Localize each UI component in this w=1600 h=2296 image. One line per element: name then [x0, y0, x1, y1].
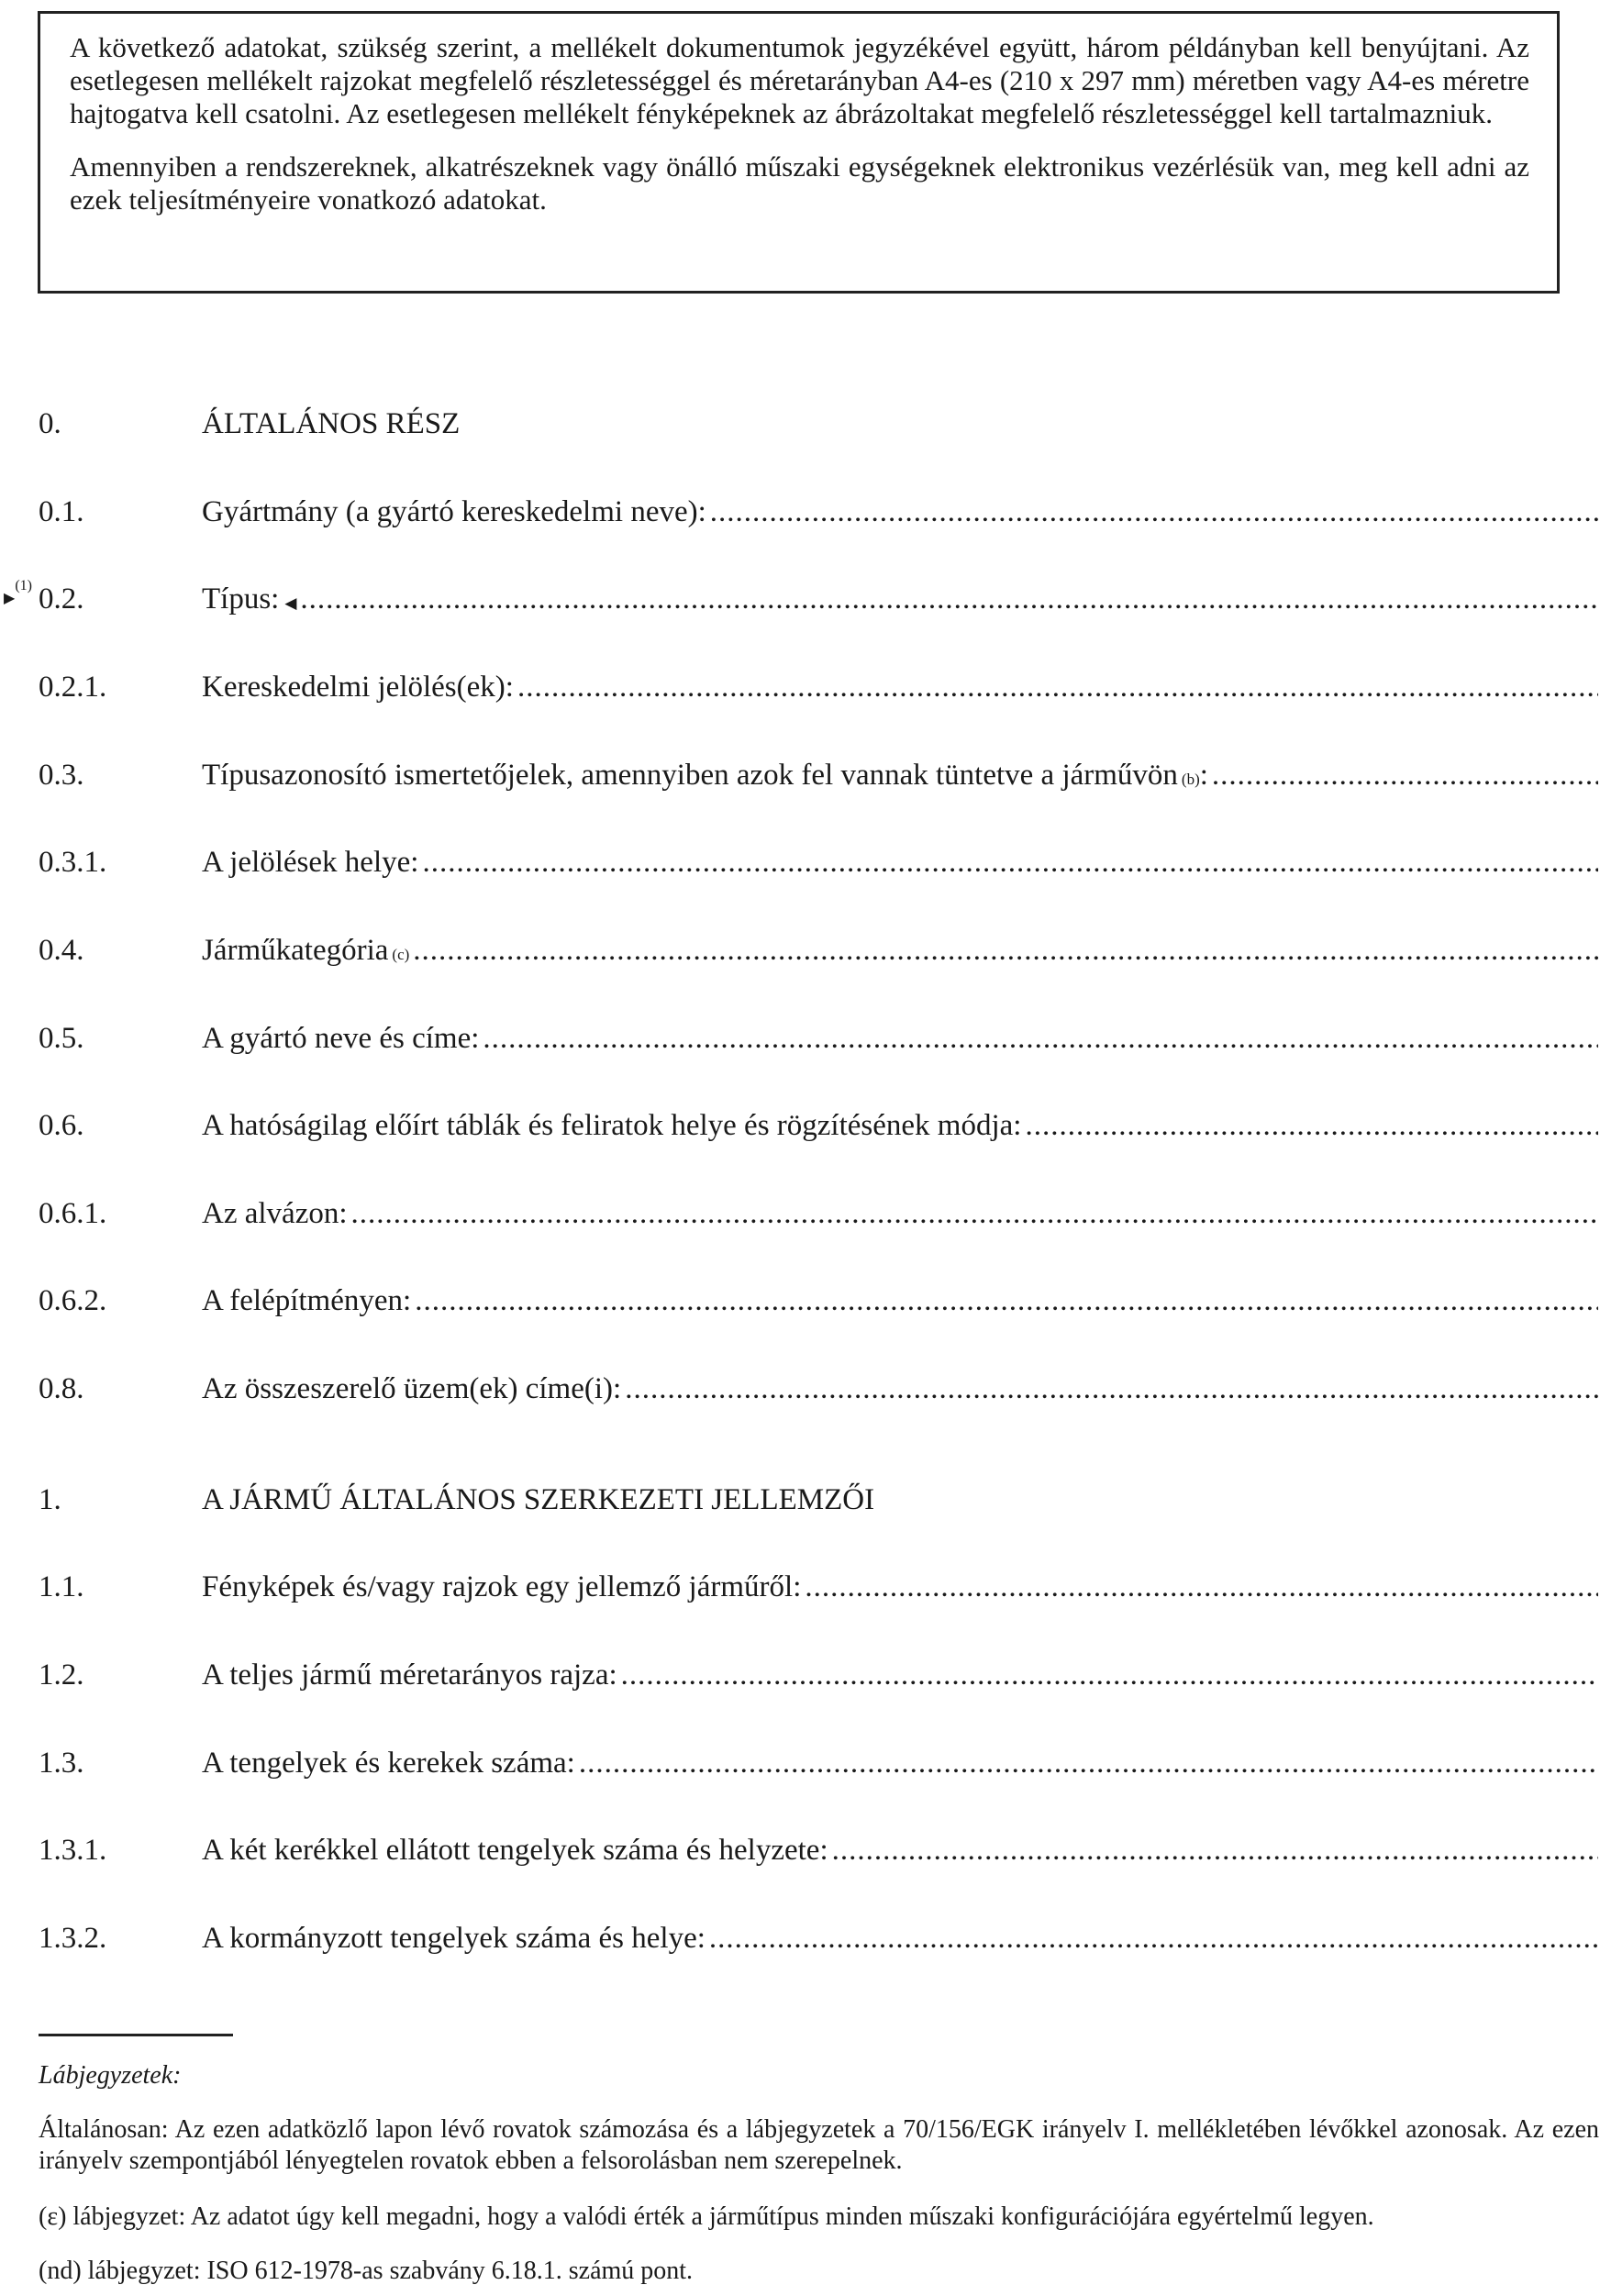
section-heading-0	[0, 404, 1600, 444]
field-number: 1.3.2.	[39, 1922, 107, 1955]
field-label: A jelölések helye:	[202, 846, 419, 879]
field-label: Kereskedelmi jelölés(ek):	[202, 671, 514, 704]
field-row-1-1	[0, 1567, 1600, 1607]
footnote-epsilon: (ε) lábjegyzet: Az adatot úgy kell megadni, hogy a valódi érték a járműtípus minden műszaki konfigurációjára egyértelmű legyen.	[39, 2202, 1374, 2231]
section-heading-1	[0, 1480, 1600, 1520]
field-row-0-6-2	[0, 1281, 1600, 1321]
field-number: 0.2.	[39, 582, 84, 616]
field-number: 1.2.	[39, 1658, 84, 1691]
section-number: 1.	[39, 1483, 61, 1516]
fill-in-dotted-line[interactable]	[710, 492, 1598, 532]
field-label: A kormányzott tengelyek száma és helye:	[202, 1922, 706, 1955]
fill-in-dotted-line[interactable]	[351, 1193, 1598, 1234]
footnote-separator	[39, 2034, 233, 2036]
footnote-general: Általánosan: Az ezen adatközlő lapon lévő rovatok számozása és a lábjegyzetek a 70/156/EGK irányelv I. mellékletében lévőkkel azonosak. Az ezen irányelv szempontjából lényegtelen rovatok ebben a felsorolásban nem szerepelnek.	[39, 2115, 1599, 2175]
fill-in-dotted-line[interactable]	[579, 1743, 1598, 1783]
fill-in-dotted-line[interactable]	[415, 1281, 1598, 1321]
field-label: Fényképek és/vagy rajzok egy jellemző járműről:	[202, 1570, 802, 1603]
field-row-0-6	[0, 1105, 1600, 1146]
field-label: A felépítményen:	[202, 1284, 412, 1317]
field-label: A teljes jármű méretarányos rajza:	[202, 1658, 617, 1691]
field-label: A tengelyek és kerekek száma:	[202, 1747, 575, 1780]
field-label: A gyártó neve és címe:	[202, 1022, 480, 1055]
field-row-0-8	[0, 1369, 1600, 1409]
fill-in-dotted-line[interactable]	[413, 930, 1598, 971]
field-number: 1.3.	[39, 1747, 84, 1780]
fill-in-dotted-line[interactable]	[805, 1567, 1598, 1607]
field-label: A hatóságilag előírt táblák és feliratok helye és rögzítésének módja:	[202, 1109, 1022, 1142]
field-number: 0.2.1.	[39, 671, 107, 704]
field-label: Járműkategória	[202, 934, 389, 967]
fill-in-dotted-line[interactable]	[1212, 755, 1598, 795]
amendment-ref: (1)	[15, 578, 32, 593]
fill-in-dotted-line[interactable]	[517, 667, 1598, 707]
field-row-1-3-1	[0, 1830, 1600, 1870]
field-label: Típus:	[202, 582, 280, 616]
intro-paragraph-1: A következő adatokat, szükség szerint, a mellékelt dokumentumok jegyzékével együtt, három példányban kell benyújtani. Az esetlegesen mellékelt rajzokat megfelelő részletességgel és méretarányban A4-es (210 x 297 mm) méretben vagy A4-es méretre hajtogatva kell csatolni. Az esetlegesen mellékelt fényképeknek az ábrázoltakat megfelelő részletességgel kell tartalmazniuk.	[70, 31, 1529, 129]
field-label: Típusazonosító ismertetőjelek, amennyiben azok fel vannak tüntetve a járművön	[202, 759, 1178, 792]
footnote-nd: (nd) lábjegyzet: ISO 612-1978-as szabvány 6.18.1. számú pont.	[39, 2257, 694, 2285]
field-row-1-2	[0, 1655, 1600, 1695]
section-title: ÁLTALÁNOS RÉSZ	[202, 407, 461, 440]
field-number: 0.8.	[39, 1372, 84, 1405]
amendment-end-marker: ◀	[284, 594, 297, 612]
fill-in-dotted-line[interactable]	[483, 1018, 1598, 1059]
fill-in-dotted-line[interactable]	[1025, 1105, 1598, 1146]
field-row-0-6-1	[0, 1193, 1600, 1234]
fill-in-dotted-line[interactable]	[422, 842, 1598, 882]
section-title: A JÁRMŰ ÁLTALÁNOS SZERKEZETI JELLEMZŐI	[202, 1483, 875, 1516]
fill-in-dotted-line[interactable]	[625, 1369, 1598, 1409]
field-number: 1.1.	[39, 1570, 84, 1603]
field-row-0-2-1	[0, 667, 1600, 707]
fill-in-dotted-line[interactable]	[832, 1830, 1598, 1870]
field-label: Gyártmány (a gyártó kereskedelmi neve):	[202, 495, 706, 528]
fill-in-dotted-line[interactable]	[621, 1655, 1598, 1695]
intro-notice-box	[38, 11, 1560, 294]
section-number: 0.	[39, 407, 61, 440]
field-row-1-3-2	[0, 1918, 1600, 1958]
field-label-suffix: :	[1199, 759, 1208, 792]
amendment-start-marker: ▶(1)	[4, 578, 32, 606]
field-label: Az alvázon:	[202, 1197, 348, 1230]
fill-in-dotted-line[interactable]	[709, 1918, 1598, 1958]
field-number: 0.5.	[39, 1022, 84, 1055]
field-label: A két kerékkel ellátott tengelyek száma és helyzete:	[202, 1834, 828, 1867]
field-number: 0.3.	[39, 759, 84, 792]
field-row-0-3-1	[0, 842, 1600, 882]
field-number: 0.1.	[39, 495, 84, 528]
field-number: 0.6.1.	[39, 1197, 107, 1230]
field-row-0-4: 0.4. Járműkategória (c) .....	[0, 930, 1600, 971]
field-number: 1.3.1.	[39, 1834, 107, 1867]
field-row-0-2	[0, 579, 1600, 619]
intro-paragraph-2: Amennyiben a rendszereknek, alkatrészeknek vagy önálló műszaki egységeknek elektronikus vezérlésük van, meg kell adni az ezek teljesítményeire vonatkozó adatokat.	[70, 150, 1529, 216]
field-label: Az összeszerelő üzem(ek) címe(i):	[202, 1372, 622, 1405]
field-number: 0.3.1.	[39, 846, 107, 879]
field-row-0-5	[0, 1018, 1600, 1059]
field-row-0-1	[0, 492, 1600, 532]
field-row-1-3	[0, 1743, 1600, 1783]
field-number: 0.6.2.	[39, 1284, 107, 1317]
field-row-0-3: 0.3. Típusazonosító ismertetőjelek, amennyiben azok fel vannak tüntetve a járművön (b) : .....	[0, 755, 1600, 795]
footnotes-title: Lábjegyzetek:	[39, 2061, 182, 2090]
field-number: 0.6.	[39, 1109, 84, 1142]
fill-in-dotted-line[interactable]	[300, 579, 1598, 619]
field-number: 0.4.	[39, 934, 84, 967]
